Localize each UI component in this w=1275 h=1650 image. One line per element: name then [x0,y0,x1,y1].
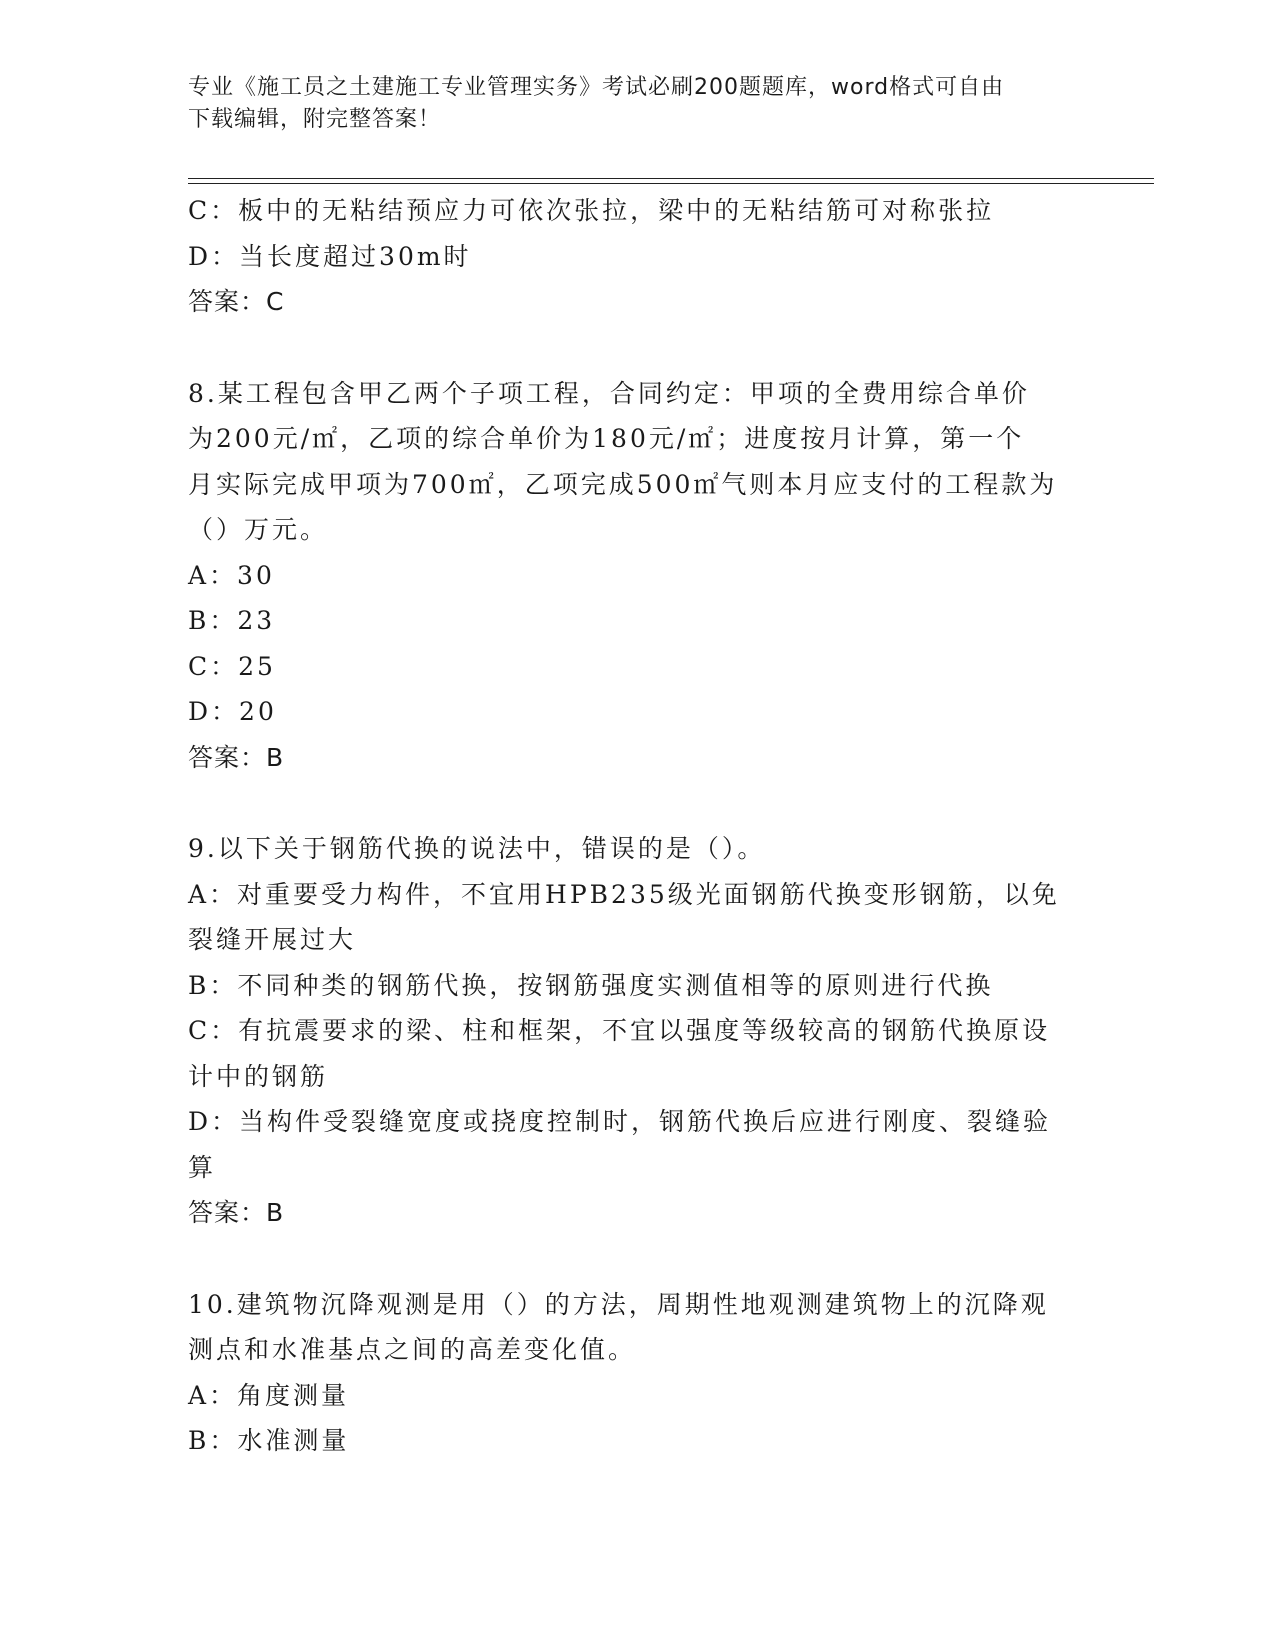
spacer [188,1236,1068,1282]
question-9-block [188,826,1068,1236]
question-8-stem-line: 为200元/㎡，乙项的综合单价为180元/㎡；进度按月计算，第一个 [188,424,1025,453]
question-8-stem-line: 8.某工程包含甲乙两个子项工程，合同约定：甲项的全费用综合单价 [188,378,1030,408]
header-divider-bottom [188,183,1154,184]
option-a: A：30 [188,560,275,590]
question-content [188,188,1068,1464]
option-a-line: 裂缝开展过大 [188,925,357,954]
option-d: D：当长度超过30m时 [188,241,472,271]
question-8-block [188,371,1068,781]
header-title-line-1: 专业《施工员之土建施工专业管理实务》考试必刷200题题库，word格式可自由 [188,75,1005,100]
answer-label: 答案：B [188,742,285,772]
header-title-line-2: 下载编辑，附完整答案！ [188,107,442,132]
option-d: D：20 [188,697,277,726]
option-c-line: C：有抗震要求的梁、柱和框架，不宜以强度等级较高的钢筋代换原设 [188,1016,1051,1045]
question-10-stem-line: 测点和水准基点之间的高差变化值。 [188,1335,637,1364]
question-10-block [188,1282,1068,1464]
question-8-stem-line: 月实际完成甲项为700㎡，乙项完成500㎡气则本月应支付的工程款为 [188,469,1058,499]
question-10-stem-line: 10.建筑物沉降观测是用（）的方法，周期性地观测建筑物上的沉降观 [188,1289,1049,1319]
spacer [188,780,1068,826]
option-c: C：板中的无粘结预应力可依次张拉，梁中的无粘结筋可对称张拉 [188,196,995,225]
option-c-line: 计中的钢筋 [188,1061,329,1091]
question-9-stem: 9.以下关于钢筋代换的说法中，错误的是（）。 [188,834,766,863]
option-d-line: 算 [188,1152,217,1182]
option-d-line: D：当构件受裂缝宽度或挠度控制时，钢筋代换后应进行刚度、裂缝验 [188,1107,1052,1136]
option-a: A：角度测量 [188,1380,350,1410]
option-b: B：23 [188,606,276,635]
question-8-stem-line: （）万元。 [188,515,329,544]
prev-question-block [188,188,1068,325]
header-divider-top [188,178,1154,179]
spacer [188,325,1068,371]
option-b: B：水准测量 [188,1426,350,1455]
answer-label: 答案：B [188,1198,285,1227]
option-a-line: A：对重要受力构件，不宜用HPB235级光面钢筋代换变形钢筋，以免 [188,879,1060,909]
option-c: C：25 [188,651,276,681]
option-b: B：不同种类的钢筋代换，按钢筋强度实测值相等的原则进行代换 [188,970,994,1000]
page-header [188,72,1068,136]
answer-label: 答案：C [188,287,285,316]
